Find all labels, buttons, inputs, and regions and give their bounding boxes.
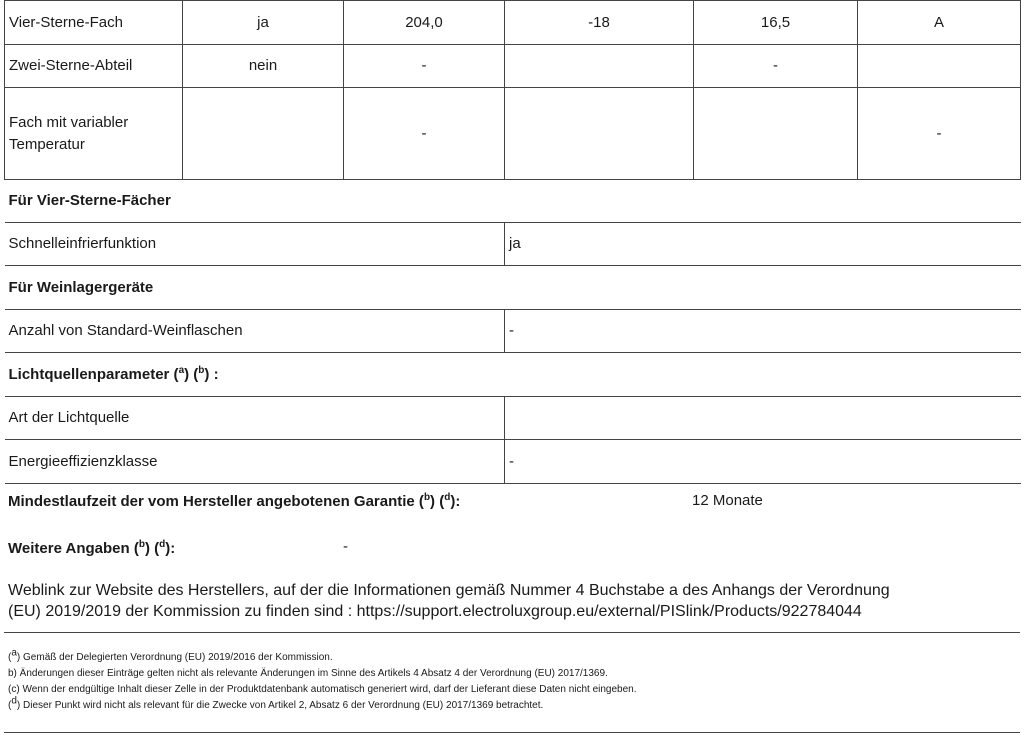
cell: -18 [505,1,694,45]
row-label: Schnelleinfrierfunktion [5,223,505,266]
cell: - [344,45,505,88]
table-row-four-star [5,1,1021,45]
warranty-value: 12 Monate [692,492,763,509]
weblink-line1: Weblink zur Website des Herstellers, auf der die Informationen gemäß Nummer 4 Buchstabe a des Anhangs der Verordnung [8,582,890,599]
table-row-light-type [5,397,1021,440]
cell: ja [505,223,1021,266]
cell [858,45,1021,88]
table-row-two-star [5,45,1021,88]
row-label [5,88,183,180]
row-label-line2: Temperatur [9,135,85,153]
divider [4,732,1020,733]
cell: 204,0 [344,1,505,45]
cell [183,88,344,180]
footnote-b: b) Änderungen dieser Einträge gelten nicht als relevante Änderungen im Sinne des Artikels 4 Absatz 4 der Verordnung (EU) 2017/1369. [8,668,608,679]
spec-table [4,0,1021,484]
cell: - [344,88,505,180]
cell [505,45,694,88]
table-row-wine-bottles [5,310,1021,353]
cell: A [858,1,1021,45]
cell: ja [183,1,344,45]
cell [694,88,858,180]
row-label: Energieeffizienzklasse [5,440,505,484]
cell: - [505,310,1021,353]
cell: - [505,440,1021,484]
table-row-energy-class [5,440,1021,484]
warranty-label: Mindestlaufzeit der vom Hersteller angebotenen Garantie ($^b$) ($^d$): [8,492,461,510]
footnote-a: ($^a$) Gemäß der Delegierten Verordnung (EU) 2019/2016 der Kommission. [8,647,333,663]
cell [505,88,694,180]
section-four-star [5,180,1021,223]
table-row-quick-freeze [5,223,1021,266]
cell [505,397,1021,440]
weblink-line2: (EU) 2019/2019 der Kommission zu finden sind : https://support.electroluxgroup.eu/external/PISlink/Products/922784044 [8,603,862,620]
cell: nein [183,45,344,88]
section-heading: Für Weinlagergeräte [5,266,1021,310]
row-label: Zwei-Sterne-Abteil [5,45,183,88]
footnote-d: ($^d$) Dieser Punkt wird nicht als relevant für die Zwecke von Artikel 2, Absatz 6 der Verordnung (EU) 2017/1369 betrachtet. [8,695,544,711]
section-light [5,353,1021,397]
cell: - [694,45,858,88]
cell: 16,5 [694,1,858,45]
footnote-c: (c) Wenn der endgültige Inhalt dieser Zelle in der Produktdatenbank automatisch generiert wird, darf der Lieferant diese Daten nicht eingeben. [8,684,637,695]
section-heading: Lichtquellenparameter ($^a$) ($^b$) : [5,353,1021,397]
cell: - [858,88,1021,180]
section-wine [5,266,1021,310]
row-label: Anzahl von Standard-Weinflaschen [5,310,505,353]
manufacturer-weblink [8,580,1008,622]
table-row-variable-temp [5,88,1021,180]
footnotes [8,647,1016,714]
further-info-value: - [343,538,348,555]
row-label-line1: Fach mit variabler [9,113,129,131]
divider [4,632,1020,633]
further-info-label: Weitere Angaben ($^b$) ($^d$): [8,539,176,557]
section-heading: Für Vier-Sterne-Fächer [5,180,1021,223]
row-label: Art der Lichtquelle [5,397,505,440]
row-label: Vier-Sterne-Fach [5,1,183,45]
